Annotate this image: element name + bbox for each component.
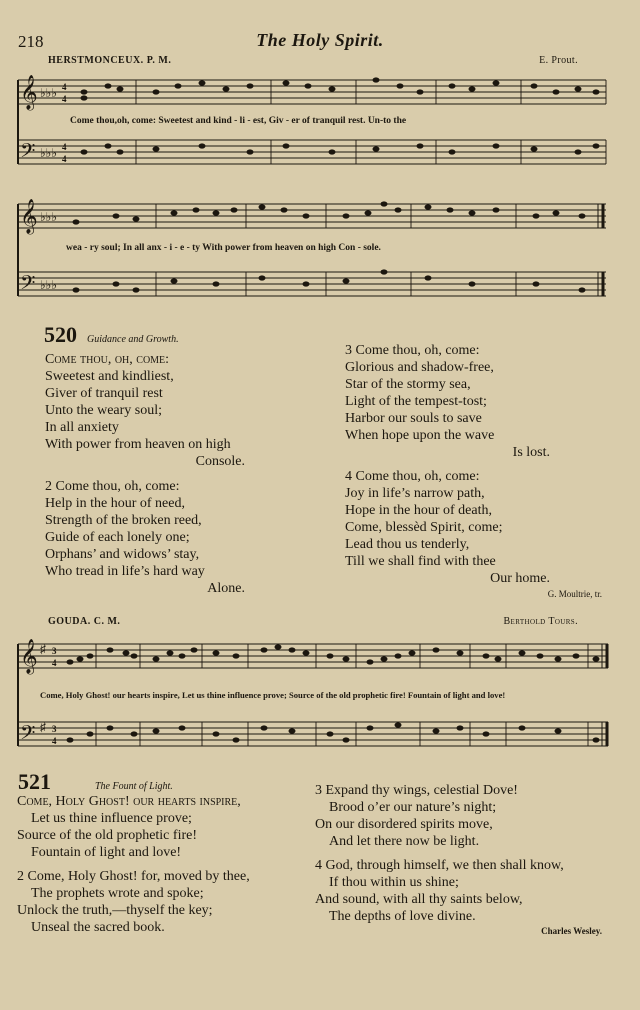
svg-text:4: 4 xyxy=(62,82,67,92)
underlay-520-line1: Come thou,oh, come: Sweetest and kind - li - est, Giv - er of tranquil rest. Un-to the xyxy=(70,116,407,126)
hymn-number-520: 520 xyxy=(44,322,77,347)
svg-text:𝄞: 𝄞 xyxy=(20,199,38,234)
underlay-520-line2: wea - ry soul; In all anx - i - e - ty With power from heaven on high Con - sole. xyxy=(66,243,381,253)
verse-521-2: 2 Come, Holy Ghost! for, moved by thee, The prophets wrote and spoke; Unlock the truth,—thyself the key; Unseal the sacred book. xyxy=(17,869,250,935)
svg-text:♯: ♯ xyxy=(40,642,46,656)
hymn-number-521: 521 xyxy=(18,769,51,794)
verse-520-3: 3 Come thou, oh, come: Glorious and shadow-free, Star of the stormy sea, Light of the tempest-tost; Harbor our souls to save When hope upon the wave Is lost. xyxy=(345,343,550,460)
section-title: The Holy Spirit. xyxy=(256,30,384,50)
verse-521-4: 4 God, through himself, we then shall know, If thou within us shine; And sound, with all thy saints below, The depths of love divine. xyxy=(315,858,564,924)
composer-521: Berthold Tours. xyxy=(503,616,578,627)
svg-text:♭♭♭: ♭♭♭ xyxy=(40,210,57,224)
svg-text:𝄢: 𝄢 xyxy=(20,139,36,167)
svg-text:𝄢: 𝄢 xyxy=(20,271,36,299)
verse-520-2: 2 Come thou, oh, come: Help in the hour of need, Strength of the broken reed, Guide of each lonely one; Orphans’ and widows’ stay, Who tread in life’s hard way Alone. xyxy=(45,479,245,596)
svg-text:♯: ♯ xyxy=(40,720,46,734)
hymn-subtitle-520: Guidance and Growth. xyxy=(87,334,179,345)
author-521: Charles Wesley. xyxy=(541,926,602,936)
underlay-521-line1: Come, Holy Ghost! our hearts inspire, Let us thine influence prove; Source of the old prophetic fire! Fountain of light and love! xyxy=(40,690,506,700)
svg-text:4: 4 xyxy=(62,154,67,164)
svg-text:♭♭♭: ♭♭♭ xyxy=(40,278,57,292)
svg-text:4: 4 xyxy=(52,658,57,668)
composer-520: E. Prout. xyxy=(539,55,578,66)
svg-text:4: 4 xyxy=(62,142,67,152)
svg-text:𝄞: 𝄞 xyxy=(20,75,38,110)
hymn-heading-521 xyxy=(18,769,173,795)
music-system-521 xyxy=(16,630,610,770)
page-number: 218 xyxy=(18,32,44,51)
verse-520-1: Come thou, oh, come: Sweetest and kindliest, Giver of tranquil rest Unto the weary soul; In all anxiety With power from heaven on high Console. xyxy=(45,352,245,469)
svg-text:4: 4 xyxy=(52,736,57,746)
svg-text:4: 4 xyxy=(62,94,67,104)
svg-text:♭♭♭: ♭♭♭ xyxy=(40,146,57,160)
tune-name-521: GOUDA. C. M. xyxy=(48,616,121,627)
verse-520-4: 4 Come thou, oh, come: Joy in life’s narrow path, Hope in the hour of death, Come, blessèd Spirit, come; Lead thou us tenderly, Till we shall find with thee Our home. xyxy=(345,469,550,586)
svg-text:𝄢: 𝄢 xyxy=(20,721,36,749)
svg-text:♭♭♭: ♭♭♭ xyxy=(40,86,57,100)
author-520: G. Moultrie, tr. xyxy=(547,589,602,599)
verse-521-3: 3 Expand thy wings, celestial Dove! Brood o’er our nature’s night; On our disordered spirits move, And let there now be light. xyxy=(315,783,518,849)
hymn-heading-520 xyxy=(44,322,179,348)
svg-text:𝄞: 𝄞 xyxy=(20,639,38,674)
hymn-subtitle-521: The Fount of Light. xyxy=(95,781,173,792)
verse-521-1: Come, Holy Ghost! our hearts inspire, Let us thine influence prove; Source of the old prophetic fire! Fountain of light and love! xyxy=(17,794,241,860)
svg-text:3: 3 xyxy=(52,724,57,734)
tune-name-520: HERSTMONCEUX. P. M. xyxy=(48,55,172,66)
svg-text:3: 3 xyxy=(52,646,57,656)
